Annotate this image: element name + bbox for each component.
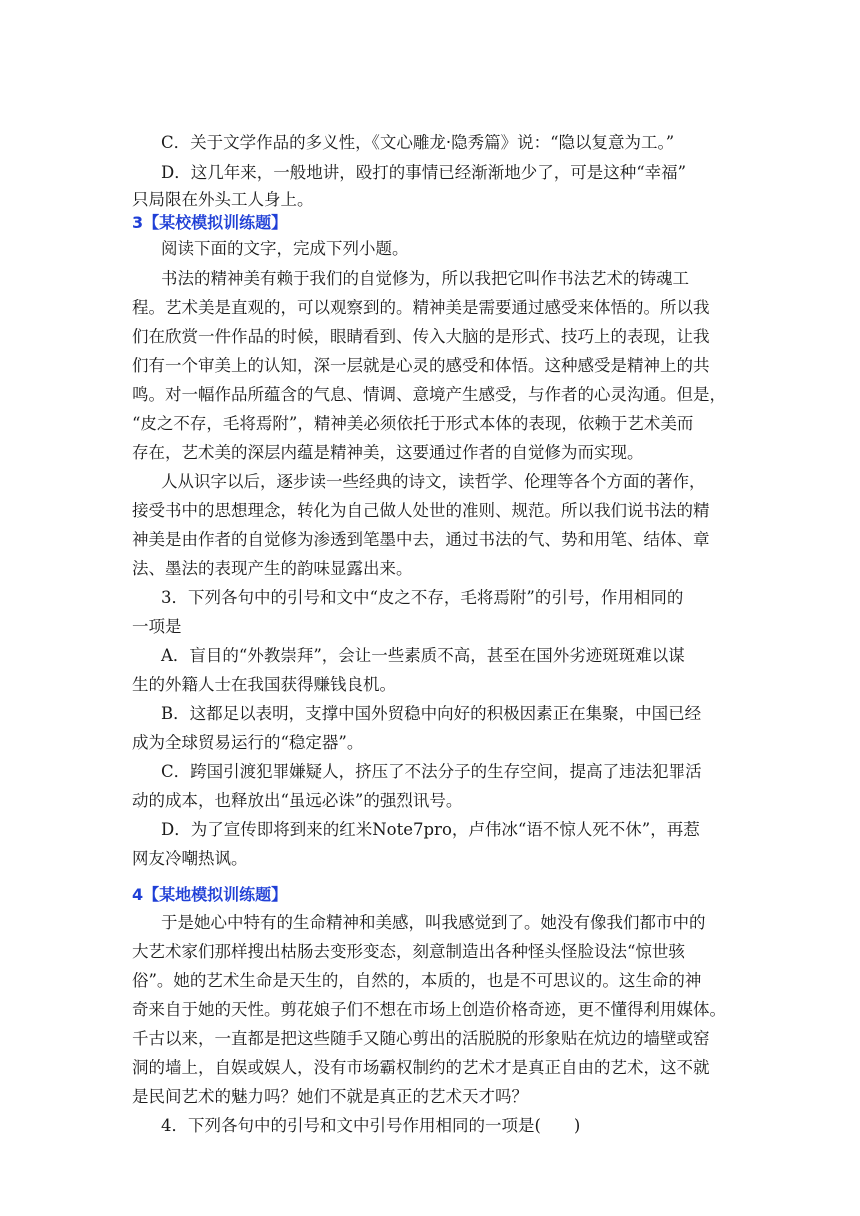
q4-passage-line: 千古以来，一直都是把这些随手又随心剪出的活脱脱的形象贴在炕边的墙壁或窑 [132, 1029, 710, 1048]
q4-passage-line: 是民间艺术的魅力吗？她们不就是真正的艺术天才吗？ [132, 1087, 528, 1106]
q3-option-b-line1: B．这都足以表明，支撑中国外贸稳中向好的积极因素正在集聚，中国已经 [161, 704, 702, 723]
q3-question-line2: 一项是 [132, 617, 182, 636]
q3-passage-line: 神美是由作者的自觉修为渗透到笔墨中去，通过书法的气、势和用笔、结体、章 [132, 530, 710, 549]
q3-passage-line: 们在欣赏一件作品的时候，眼睛看到、传入大脑的是形式、技巧上的表现，让我 [132, 327, 710, 346]
q3-heading: 3【某校模拟训练题】 [132, 213, 288, 232]
q4-passage-line: 洞的墙上，自娱或娱人，没有市场霸权制约的艺术才是真正自由的艺术，这不就 [132, 1058, 710, 1077]
q3-option-c-line2: 动的成本，也释放出“虽远必诛”的强烈讯号。 [132, 791, 463, 810]
option-c-prev: C．关于文学作品的多义性，《文心雕龙·隐秀篇》说：“隐以复意为工。” [161, 133, 675, 152]
q4-passage-line: 奇来自于她的天性。剪花娘子们不想在市场上创造价格奇迹，更不懂得利用媒体。 [132, 1000, 726, 1019]
q4-passage-line: 俗”。她的艺术生命是天生的，自然的，本质的，也是不可思议的。这生命的神 [132, 971, 702, 990]
q3-option-d-line2: 网友冷嘲热讽。 [132, 849, 248, 868]
option-d-prev-line1: D．这几年来，一般地讲，殴打的事情已经渐渐地少了，可是这种“幸福” [161, 163, 687, 182]
q3-passage-line: 存在，艺术美的深层内蕴是精神美，这要通过作者的自觉修为而实现。 [132, 443, 644, 462]
q4-passage-line: 大艺术家们那样搜出枯肠去变形变态，刻意制造出各种怪头怪脸设法“惊世骇 [132, 942, 685, 961]
q3-option-c-line1: C．跨国引渡犯罪嫌疑人，挤压了不法分子的生存空间，提高了违法犯罪活 [161, 762, 702, 781]
q4-passage-line: 于是她心中特有的生命精神和美感，叫我感觉到了。她没有像我们都市中的 [161, 913, 706, 932]
q3-passage-line: 鸣。对一幅作品所蕴含的气息、情调、意境产生感受，与作者的心灵沟通。但是， [132, 385, 726, 404]
q3-passage-line: 书法的精神美有赖于我们的自觉修为，所以我把它叫作书法艺术的铸魂工 [161, 269, 689, 288]
q3-passage-line: 人从识字以后，逐步读一些经典的诗文，读哲学、伦理等各个方面的著作， [161, 472, 706, 491]
q3-option-b-line2: 成为全球贸易运行的“稳定器”。 [132, 733, 364, 752]
q3-instruction: 阅读下面的文字，完成下列小题。 [161, 239, 409, 258]
q3-option-d-line1: D．为了宣传即将到来的红米Note7pro，卢伟冰“语不惊人死不休”，再惹 [161, 820, 700, 839]
q4-question: 4．下列各句中的引号和文中引号作用相同的一项是( ) [161, 1116, 581, 1135]
option-d-prev-line2: 只局限在外头工人身上。 [132, 190, 314, 209]
q3-passage-line: 程。艺术美是直观的，可以观察到的。精神美是需要通过感受来体悟的。所以我 [132, 298, 710, 317]
q3-passage-line: 们有一个审美上的认知，深一层就是心灵的感受和体悟。这种感受是精神上的共 [132, 356, 710, 375]
q3-passage-line: 法、墨法的表现产生的韵味显露出来。 [132, 559, 413, 578]
q3-passage-line: “皮之不存，毛将焉附”，精神美必须依托于形式本体的表现，依赖于艺术美而 [132, 414, 694, 433]
q3-option-a-line2: 生的外籍人士在我国获得赚钱良机。 [132, 675, 396, 694]
q3-passage-line: 接受书中的思想理念，转化为自己做人处世的准则、规范。所以我们说书法的精 [132, 501, 710, 520]
q4-heading: 4【某地模拟训练题】 [132, 885, 288, 904]
q3-option-a-line1: A．盲目的“外教崇拜”，会让一些素质不高，甚至在国外劣迹斑斑难以谋 [161, 646, 685, 665]
q3-question-line1: 3．下列各句中的引号和文中“皮之不存，毛将焉附”的引号，作用相同的 [161, 588, 684, 607]
